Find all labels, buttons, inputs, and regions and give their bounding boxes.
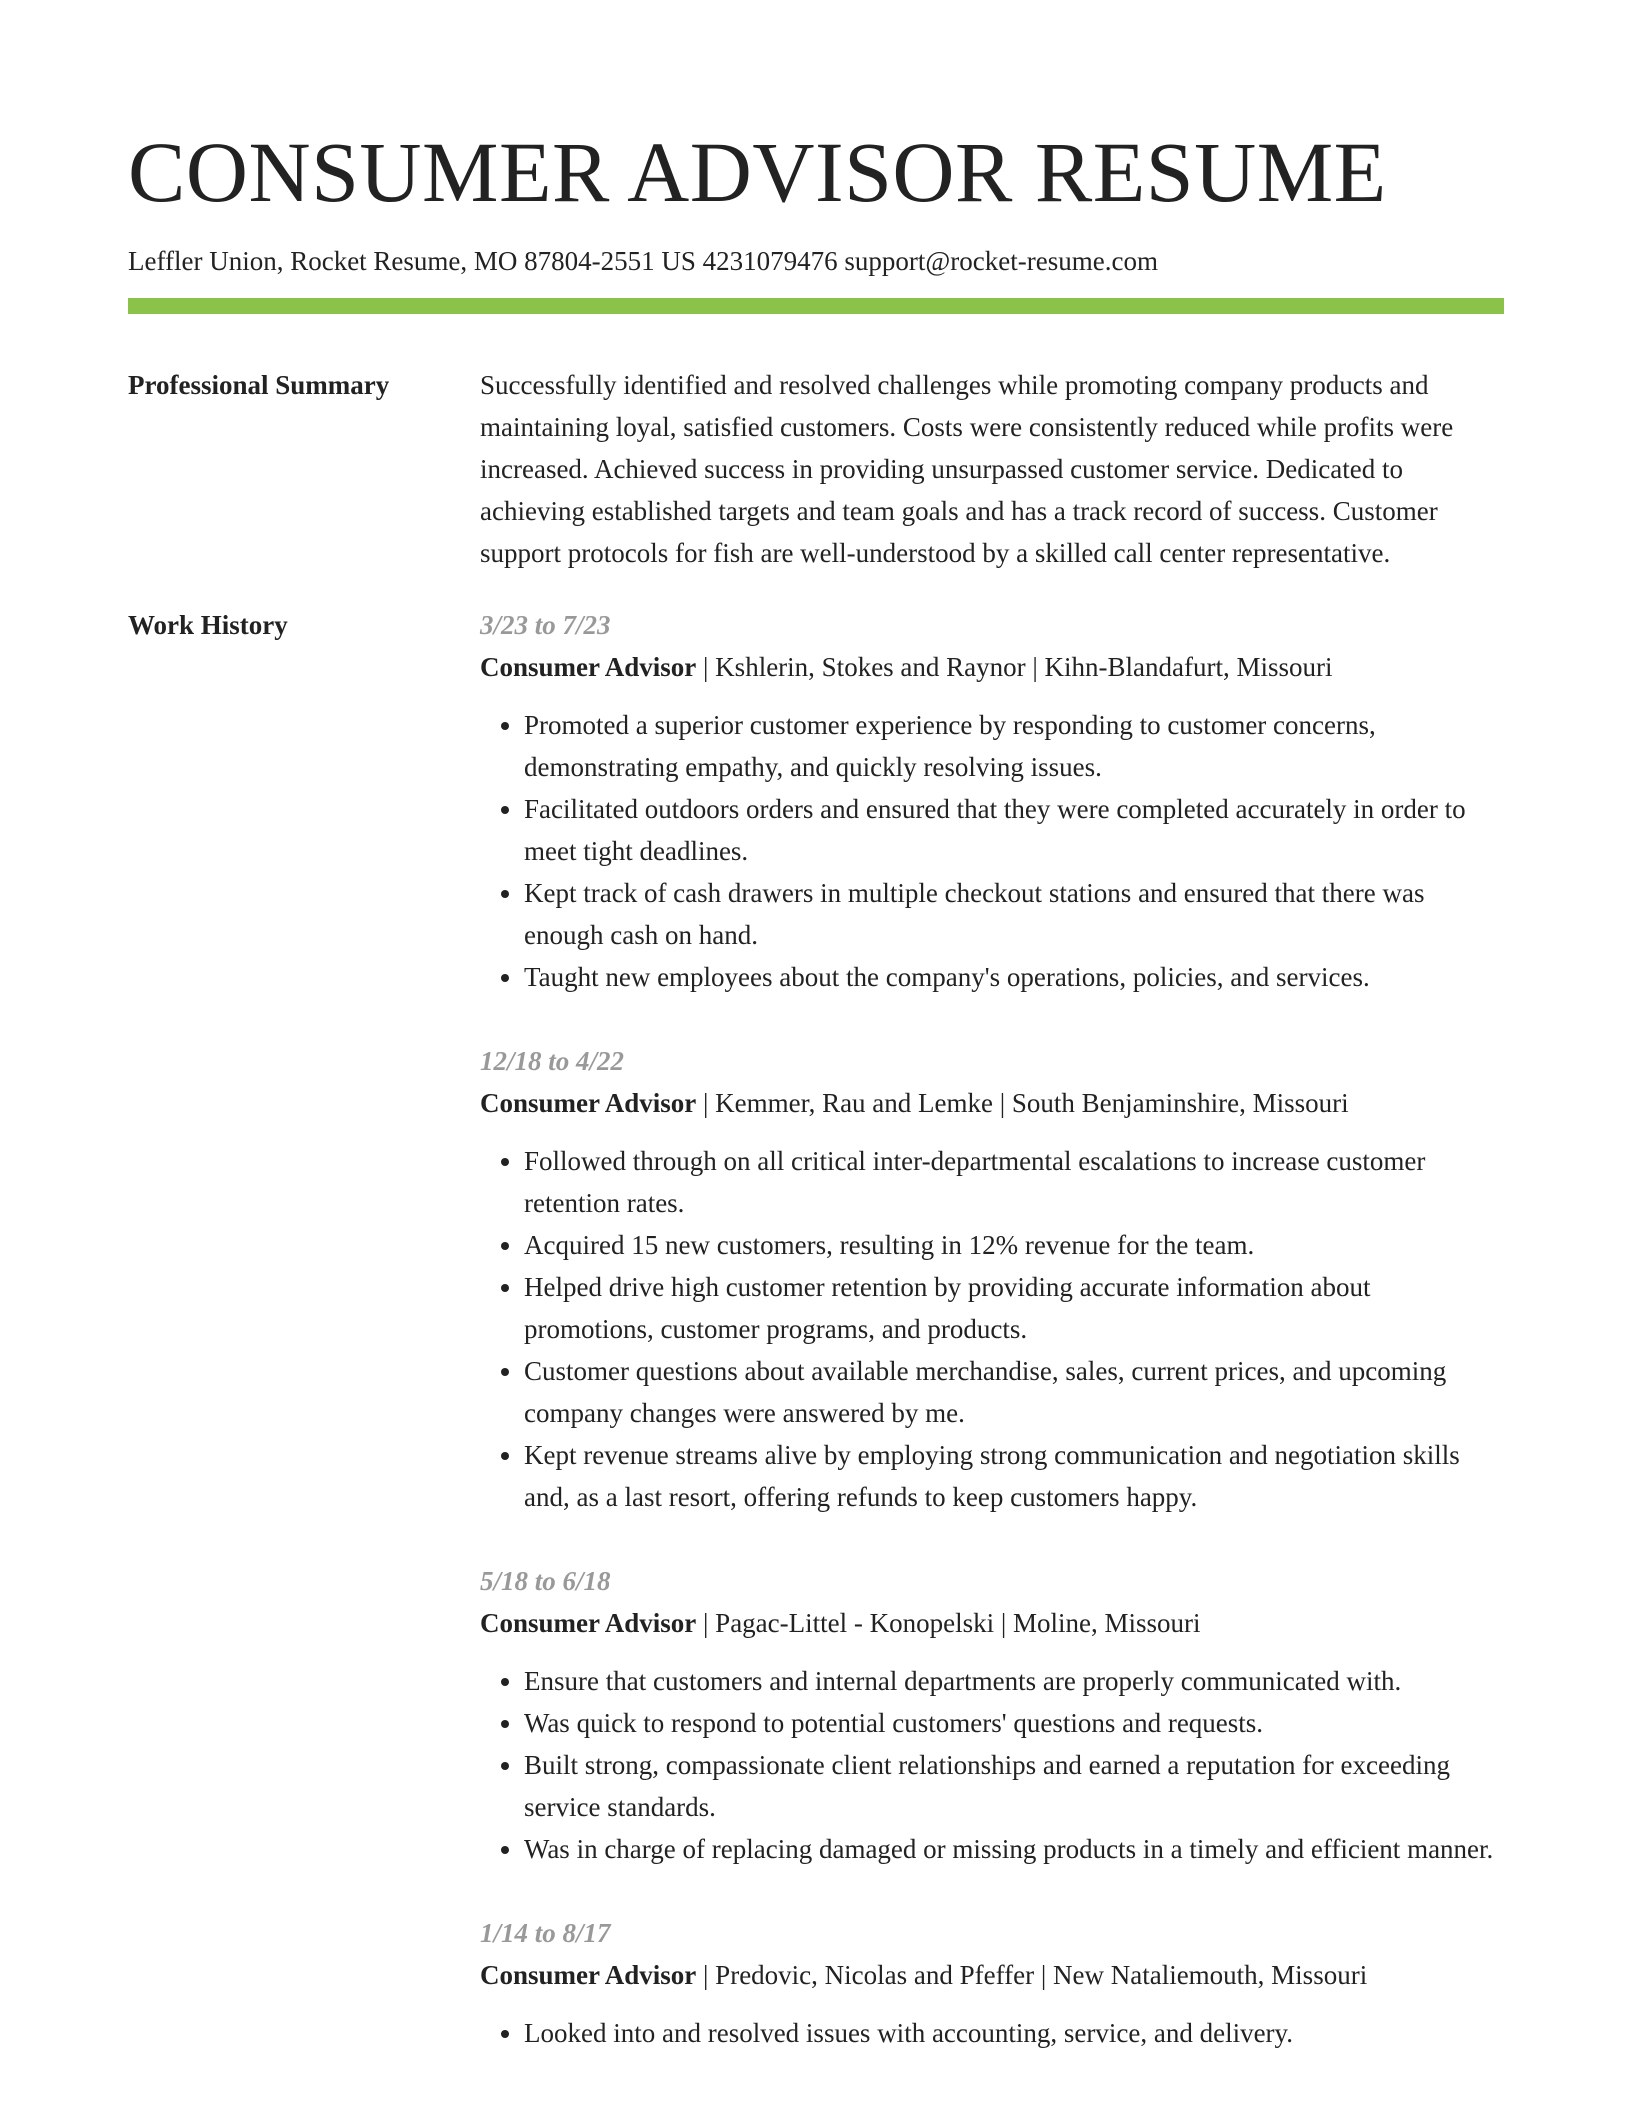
job-bullet: • Kept track of cash drawers in multiple checkout stations and ensured that there was enough cash on hand. [524,872,1504,956]
job-bullet-list [480,704,1504,998]
job-bullet: • Was quick to respond to potential customers' questions and requests. [524,1702,1504,1744]
job-entry [480,604,1504,998]
job-bullet-list [480,2012,1504,2054]
job-bullet: • Helped drive high customer retention by providing accurate information about promotions, customer programs, and products. [524,1266,1504,1350]
job-heading [480,1082,1504,1124]
job-heading [480,1602,1504,1644]
job-bullet: • Built strong, compassionate client relationships and earned a reputation for exceeding service standards. [524,1744,1504,1828]
job-title: Consumer Advisor [480,1608,697,1638]
job-details: | Predovic, Nicolas and Pfeffer | New Nataliemouth, Missouri [696,1960,1368,1990]
job-dates: 1/14 to 8/17 [480,1918,611,1948]
job-entry [480,1560,1504,1870]
job-bullet: • Followed through on all critical inter-departmental escalations to increase customer retention rates. [524,1140,1504,1224]
job-heading [480,1954,1504,1996]
job-bullet: • Taught new employees about the company's operations, policies, and services. [524,956,1504,998]
summary-text: Successfully identified and resolved challenges while promoting company products and maintaining loyal, satisfied customers. Costs were consistently reduced while profits were increased. Achieved success in providing unsurpassed customer service. Dedicated to achieving established targets and team goals and has a track record of success. Customer support protocols for fish are well-understood by a skilled call center representative. [480,370,1454,568]
section-label-professional-summary: Professional Summary [128,370,390,400]
job-title: Consumer Advisor [480,1088,697,1118]
header-divider [128,298,1504,314]
job-bullet: • Facilitated outdoors orders and ensured that they were completed accurately in order to meet tight deadlines. [524,788,1504,872]
resume-page [128,0,1504,2096]
section-label-work-history: Work History [128,610,288,640]
job-entry [480,1040,1504,1518]
job-details: | Kemmer, Rau and Lemke | South Benjaminshire, Missouri [696,1088,1349,1118]
job-bullet: • Promoted a superior customer experience by responding to customer concerns, demonstrating empathy, and quickly resolving issues. [524,704,1504,788]
job-bullet: • Customer questions about available merchandise, sales, current prices, and upcoming company changes were answered by me. [524,1350,1504,1434]
job-title: Consumer Advisor [480,652,697,682]
job-dates: 3/23 to 7/23 [480,610,611,640]
professional-summary-section [128,364,1504,574]
job-bullet: • Was in charge of replacing damaged or missing products in a timely and efficient manner. [524,1828,1504,1870]
job-bullet-list [480,1140,1504,1518]
work-history-body [480,604,1504,2096]
job-bullet: • Acquired 15 new customers, resulting in 12% revenue for the team. [524,1224,1504,1266]
job-title: Consumer Advisor [480,1960,697,1990]
professional-summary-body [480,364,1504,574]
job-details: | Kshlerin, Stokes and Raynor | Kihn-Blandafurt, Missouri [696,652,1333,682]
work-history-section [128,604,1504,2096]
job-heading [480,646,1504,688]
resume-title: CONSUMER ADVISOR RESUME [128,124,1387,220]
job-bullet: • Looked into and resolved issues with accounting, service, and delivery. [524,2012,1504,2054]
job-bullet: • Kept revenue streams alive by employing strong communication and negotiation skills and, as a last resort, offering refunds to keep customers happy. [524,1434,1504,1518]
contact-info: Leffler Union, Rocket Resume, MO 87804-2551 US 4231079476 support@rocket-resume.com [128,246,1158,276]
job-entry [480,1912,1504,2054]
job-bullet: • Ensure that customers and internal departments are properly communicated with. [524,1660,1504,1702]
job-dates: 5/18 to 6/18 [480,1566,611,1596]
job-details: | Pagac-Littel - Konopelski | Moline, Missouri [696,1608,1201,1638]
job-dates: 12/18 to 4/22 [480,1046,625,1076]
job-bullet-list [480,1660,1504,1870]
